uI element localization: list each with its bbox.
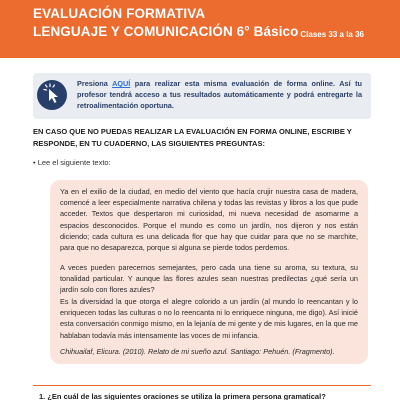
read-text-bullet: • Lee el siguiente texto: [33, 158, 111, 167]
question-1-text: 1. ¿En cuál de las siguientes oraciones se utiliza la primera persona gramatical? [39, 392, 326, 400]
online-instructions [77, 78, 362, 111]
document-title: EVALUACIÓN FORMATIVA [33, 6, 206, 21]
reading-citation: Chihuailaf, Elicura. (2010). Relato de mi sueño azul. Santiago: Pehuén. (Fragmento). [60, 347, 335, 356]
cursor-click-icon [37, 80, 67, 110]
subject-title: LENGUAJE Y COMUNICACIÓN 6° Básico [33, 24, 299, 39]
header-banner [0, 0, 400, 58]
reading-paragraph-1: Ya en el exilio de la ciudad, en medio del viento que hacía crujir nuestra casa de madera, comencé a leer especialmente narrativa chilena y todas las revistas y libros a los que pude acceder. Textos que despertaron mi curiosidad, mi nueva necesidad de asomarme a espacios desconocidos. Porque el mundo es como un jardín, nos dijeron y nos están diciendo; cada cultura es una delicada flor que hay que cuidar para que no se marchite, para que no desaparezca, porque si alguna se pierde todos perdemos. [60, 187, 358, 253]
online-evaluation-box [33, 73, 371, 119]
instructions-text: EN CASO QUE NO PUEDAS REALIZAR LA EVALUACIÓN EN FORMA ONLINE, ESCRIBE Y RESPONDE, EN TU CUADERNO, LAS SIGUIENTES PREGUNTAS: [33, 127, 352, 148]
reading-passage-box [50, 180, 368, 364]
classes-label: Clases 33 a la 36 [300, 30, 364, 39]
online-text-before: Presiona [77, 79, 113, 88]
reading-paragraph-2: A veces pueden parecernos semejantes, pero cada una tiene su aroma, su textura, su tonalidad particular. Y aunque las flores azules sean nuestras predilectas ¿qué sería un jardín solo con flores azules? [60, 263, 358, 295]
question-1 [33, 385, 371, 400]
reading-paragraph-3: Es la diversidad la que otorga el alegre colorido a un jardín (al mundo lo reencantan y lo enriquecen todas las culturas o no lo reencanta ni lo enriquece ninguna, me digo). Así inicié esta conversación conmigo mismo, en la lejanía de mi gente y de mis lugares, en la que me hablaban todavía más intensamente las voces de mi infancia. [60, 297, 358, 340]
online-text-after: para realizar esta misma evaluación de forma online. Así tu profesor tendrá acceso a tus resultados automáticamente y podrá entregarte la retroalimentación oportuna. [77, 79, 362, 110]
online-evaluation-link[interactable]: AQUÍ [112, 79, 131, 88]
